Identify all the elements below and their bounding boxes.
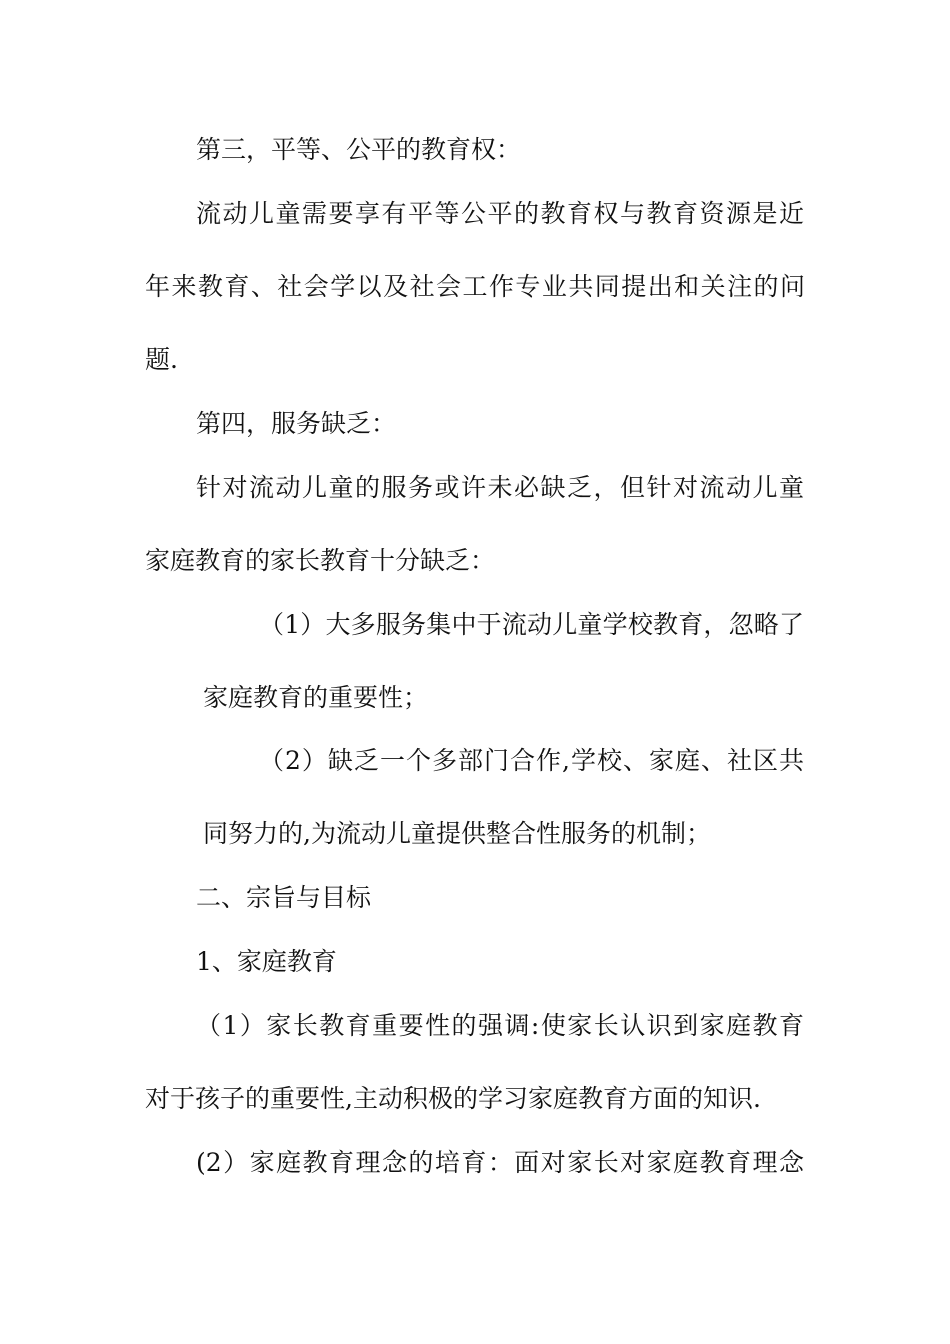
paragraph-line: 流动儿童需要享有平等公平的教育权与教育资源是近	[196, 199, 804, 228]
list-item-line: 家庭教育的重要性；	[203, 683, 429, 712]
heading-third-point: 第三，平等、公平的教育权：	[196, 135, 522, 164]
section-heading: 二、宗旨与目标	[196, 883, 372, 912]
paragraph-line: 对于孩子的重要性,主动积极的学习家庭教育方面的知识.	[145, 1084, 761, 1113]
paragraph-line: 针对流动儿童的服务或许未必缺乏，但针对流动儿童	[196, 473, 804, 502]
paragraph-line: 家庭教育的家长教育十分缺乏：	[145, 546, 496, 575]
paragraph-line: (2）家庭教育理念的培育：面对家长对家庭教育理念	[196, 1148, 804, 1177]
heading-fourth-point: 第四，服务缺乏：	[196, 409, 397, 438]
list-item-line: （1）大多服务集中于流动儿童学校教育，忽略了	[259, 610, 804, 639]
list-item-line: （2）缺乏一个多部门合作,学校、家庭、社区共	[259, 746, 804, 775]
subsection-heading: 1、家庭教育	[196, 947, 337, 976]
paragraph-line: 年来教育、社会学以及社会工作专业共同提出和关注的问	[145, 272, 805, 301]
paragraph-line: 题.	[145, 345, 178, 374]
list-item-line: 同努力的,为流动儿童提供整合性服务的机制；	[203, 819, 711, 848]
paragraph-line: （1）家长教育重要性的强调:使家长认识到家庭教育	[196, 1011, 804, 1040]
